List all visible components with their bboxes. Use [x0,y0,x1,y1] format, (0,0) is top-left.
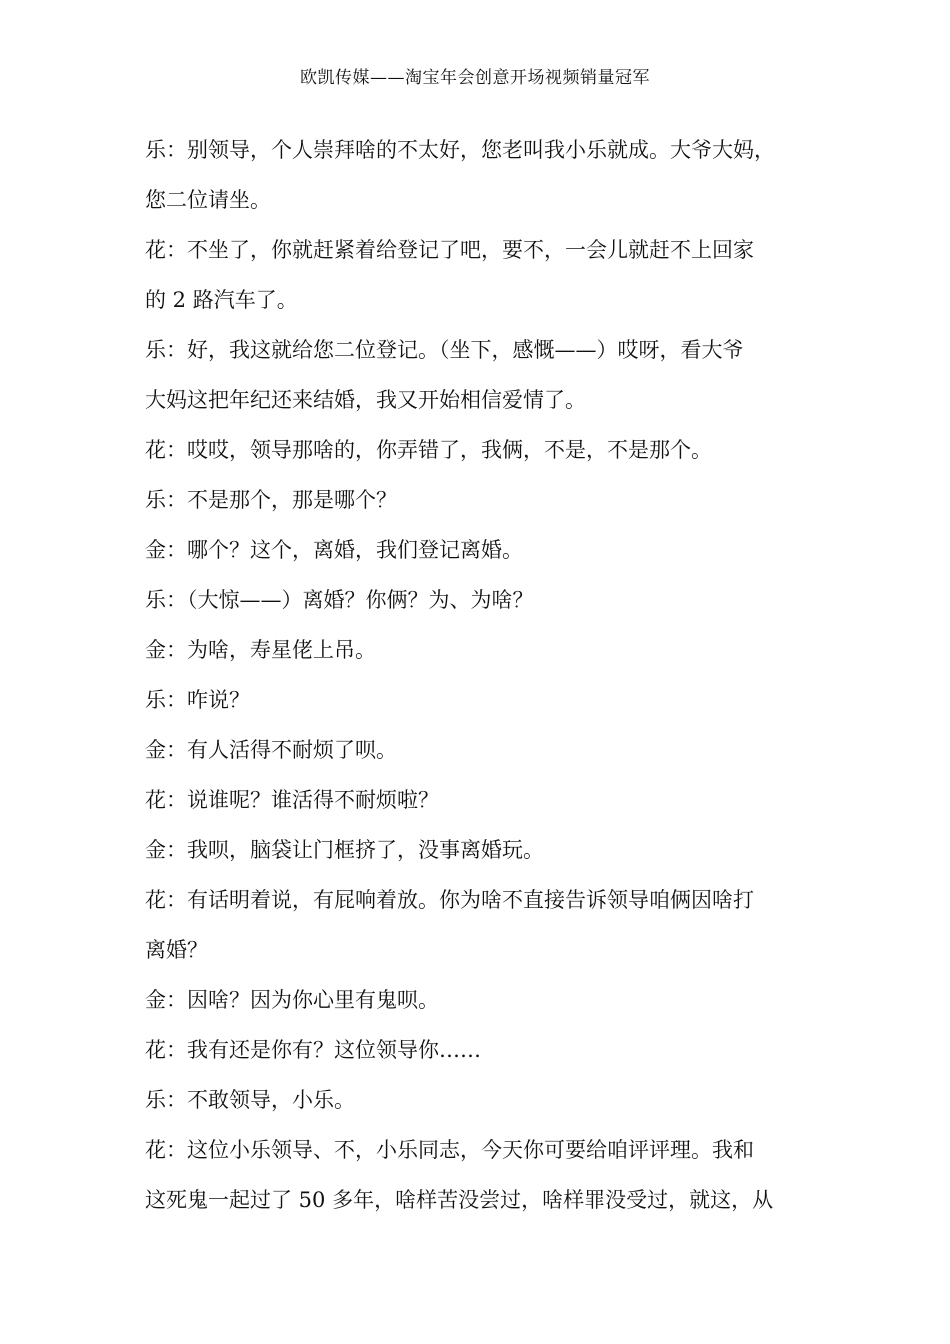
script-line: 金：哪个？这个，离婚，我们登记离婚。 [145,538,523,562]
script-line: 这死鬼一起过了 50 多年，啥样苦没尝过，啥样罪没受过，就这，从 [145,1188,774,1212]
script-line: 离婚？ [145,938,208,962]
script-line: 花：哎哎，领导那啥的，你弄错了，我俩，不是，不是那个。 [145,438,712,462]
script-line: 乐：不是那个，那是哪个？ [145,488,397,512]
script-line: 乐：（大惊——）离婚？你俩？为、为啥？ [145,588,534,612]
script-line: 花：不坐了，你就赶紧着给登记了吧，要不，一会儿就赶不上回家 [145,238,754,262]
script-line: 乐：咋说？ [145,688,250,712]
script-line: 乐：不敢领导，小乐。 [145,1088,355,1112]
script-line: 乐：别领导，个人崇拜啥的不太好，您老叫我小乐就成。大爷大妈， [145,138,775,162]
script-line: 金：我呗，脑袋让门框挤了，没事离婚玩。 [145,838,544,862]
script-line: 大妈这把年纪还来结婚，我又开始相信爱情了。 [145,388,586,412]
script-line: 花：说谁呢？谁活得不耐烦啦？ [145,788,439,812]
script-line: 金：有人活得不耐烦了呗。 [145,738,397,762]
script-line: 的 2 路汽车了。 [145,288,298,312]
script-line: 金：为啥，寿星佬上吊。 [145,638,376,662]
script-line: 乐：好，我这就给您二位登记。（坐下，感慨——）哎呀，看大爷 [145,338,744,362]
script-body [145,125,815,1225]
script-line: 花：有话明着说，有屁响着放。你为啥不直接告诉领导咱俩因啥打 [145,888,754,912]
script-line: 花：这位小乐领导、不，小乐同志，今天你可要给咱评评理。我和 [145,1138,754,1162]
script-line: 花：我有还是你有？这位领导你…… [145,1038,481,1062]
script-line: 金：因啥？因为你心里有鬼呗。 [145,988,439,1012]
script-line: 您二位请坐。 [145,188,271,212]
page-header: 欧凯传媒——淘宝年会创意开场视频销量冠军 [300,68,650,88]
